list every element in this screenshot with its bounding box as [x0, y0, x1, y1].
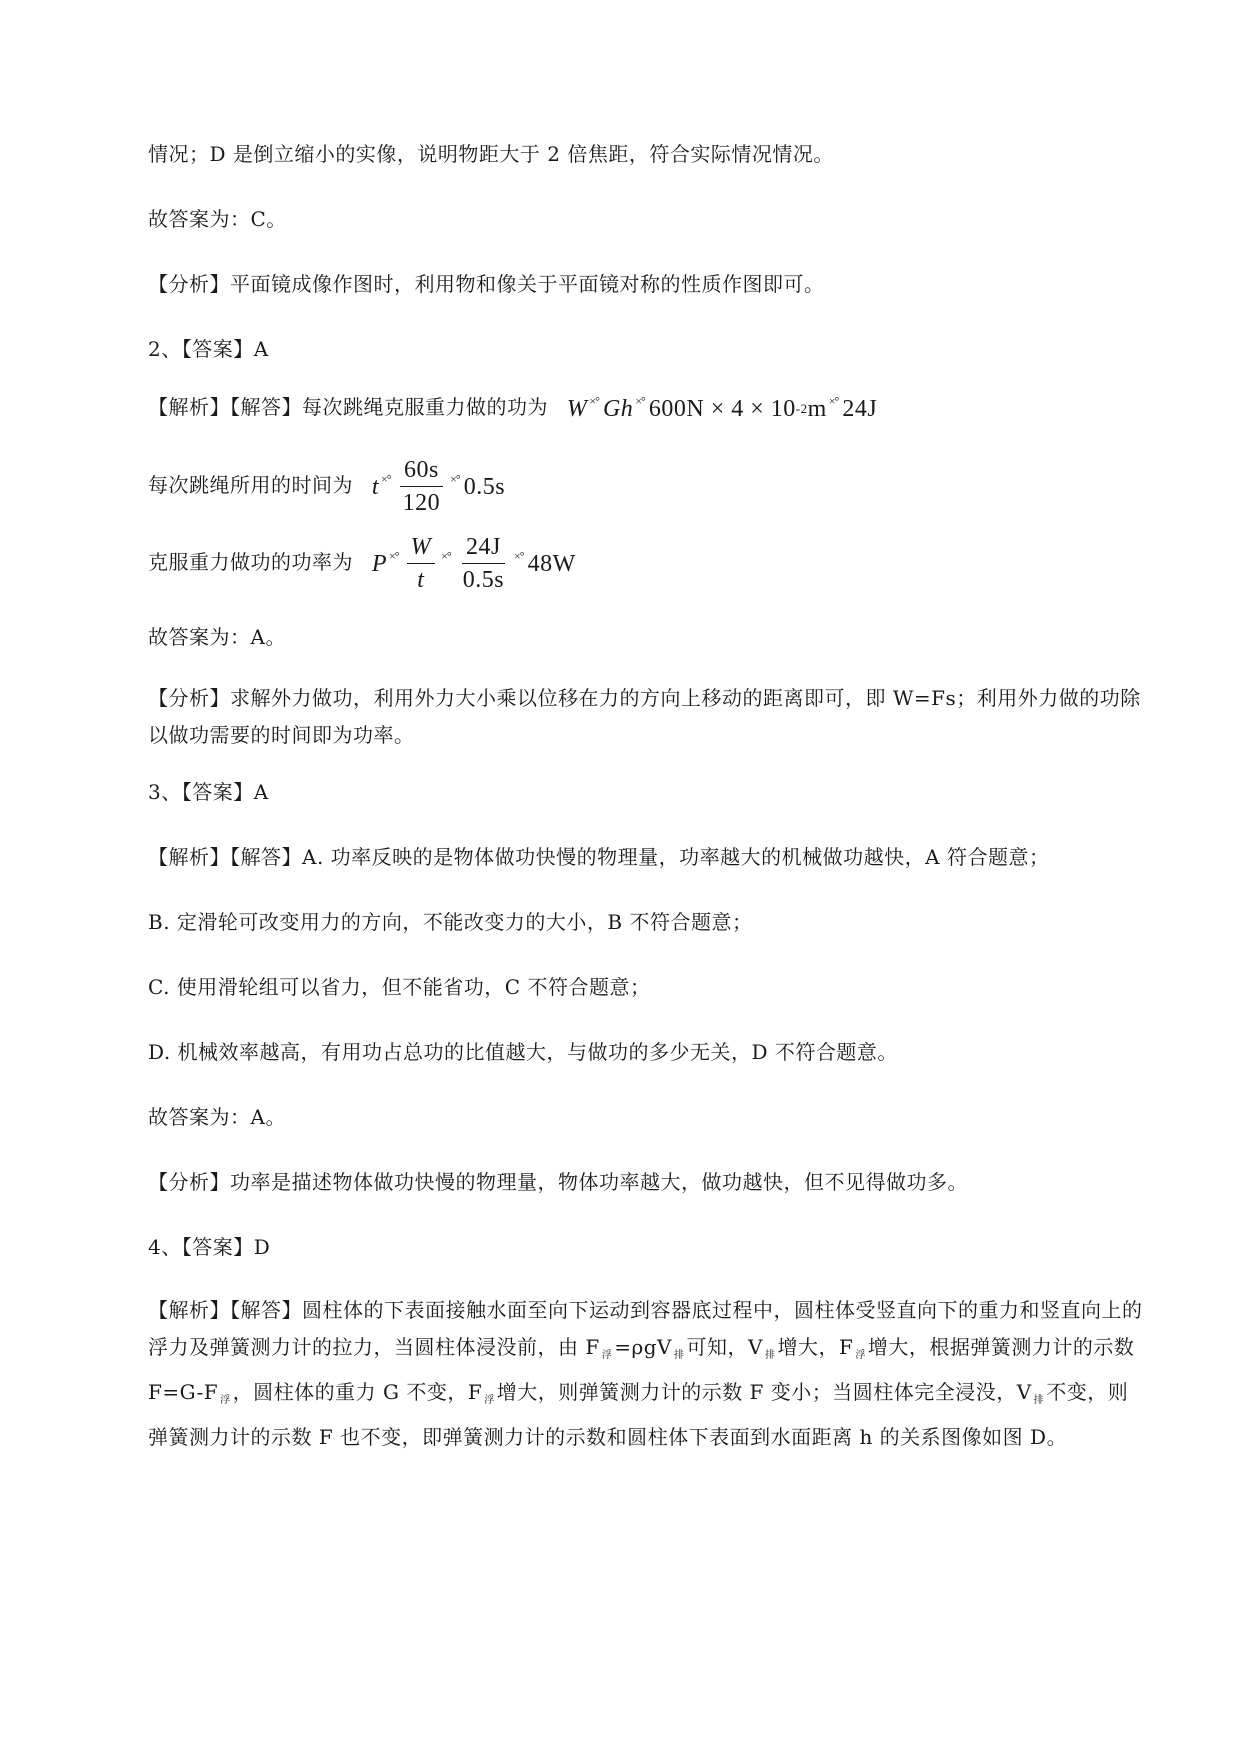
question-answer-heading: 2、【答案】A [148, 337, 269, 361]
fraction [459, 535, 508, 592]
formula-symbol: P [371, 550, 388, 577]
subscript: 浮 [484, 1395, 495, 1406]
paragraph-text: 可知，V [686, 1335, 763, 1359]
fraction-denominator: 0.5s [462, 567, 505, 593]
time-formula [372, 457, 505, 517]
subscript: 排 [1033, 1395, 1045, 1406]
formula-unit: m [807, 395, 827, 422]
work-formula [567, 390, 877, 428]
solution-line: 【解析】【解答】A. 功率反映的是物体做功快慢的物理量，功率越大的机械做功越快，A 符合题意； [148, 845, 1050, 869]
solution-paragraph [148, 1292, 1148, 1456]
answer-line: 故答案为：C。 [148, 207, 287, 231]
formula-operator: ×° [514, 548, 524, 563]
question-answer-heading: 3、【答案】A [148, 780, 269, 804]
answer-line: 故答案为：A。 [148, 1105, 286, 1129]
fraction [407, 535, 436, 592]
subscript: 排 [674, 1350, 685, 1361]
formula-result: 48W [527, 550, 576, 577]
formula-symbol: t [371, 473, 380, 500]
subscript: 排 [764, 1350, 776, 1361]
subscript: 浮 [601, 1350, 613, 1361]
formula-operator: ×° [589, 393, 599, 408]
formula-symbol: Gh [602, 395, 634, 422]
paragraph-text: ，圆柱体的重力 G 不变，F [232, 1380, 483, 1404]
solution-line-power [148, 532, 1148, 594]
paragraph-text: 增大，则弹簧测力计的示数 F 变小；当圆柱体完全浸没，V [496, 1380, 1032, 1404]
question-answer-heading: 4、【答案】D [148, 1235, 271, 1259]
answer-line: 故答案为：A。 [148, 625, 286, 649]
power-formula [372, 534, 576, 594]
fraction-numerator: 24J [462, 535, 505, 564]
formula-result: 0.5s [463, 473, 506, 500]
formula-value: 600N × 4 × 10 [648, 395, 796, 422]
solution-line-time [148, 455, 1148, 517]
fraction [399, 458, 445, 515]
subscript: 浮 [855, 1350, 866, 1361]
fraction-denominator: 120 [402, 490, 441, 516]
analysis-line: 【分析】功率是描述物体做功快慢的物理量，物体功率越大，做功越快，但不见得做功多。 [148, 1170, 968, 1194]
formula-operator: ×° [441, 548, 451, 563]
option-line-d: D. 机械效率越高，有用功占总功的比值越大，与做功的多少无关，D 不符合题意。 [148, 1040, 898, 1064]
analysis-paragraph: 【分析】求解外力做功，利用外力大小乘以位移在力的方向上移动的距离即可，即 W=Fs；利用外力做的功除以做功需要的时间即为功率。 [148, 686, 1141, 747]
formula-operator: ×° [828, 393, 839, 408]
formula-result: 24J [842, 395, 878, 422]
paragraph-text: 不变，则弹簧测力计的示数 F 也不变，即弹簧测力计的示数和圆柱体下表面到水面距离 h 的关系图像如图 D。 [148, 1380, 1129, 1449]
solution-text: 【解析】【解答】每次跳绳克服重力做的功为 [148, 395, 548, 419]
formula-operator: ×° [389, 548, 399, 563]
formula-symbol: W [566, 395, 588, 422]
subscript: 浮 [220, 1395, 231, 1406]
paragraph-text: 增大，F [777, 1335, 854, 1359]
formula-operator: ×° [381, 471, 391, 486]
formula-operator: ×° [635, 393, 645, 408]
text-line: 情况；D 是倒立缩小的实像，说明物距大于 2 倍焦距，符合实际情况情况。 [148, 142, 834, 166]
paragraph-text: =ρgV [614, 1335, 672, 1359]
solution-text: 克服重力做功的功率为 [148, 550, 353, 574]
fraction-denominator: t [417, 567, 425, 593]
option-line-b: B. 定滑轮可改变用力的方向，不能改变力的大小，B 不符合题意； [148, 910, 753, 934]
fraction-numerator: W [407, 535, 436, 564]
formula-operator: ×° [450, 471, 460, 486]
solution-line-work [148, 388, 1148, 428]
option-line-c: C. 使用滑轮组可以省力，但不能省功，C 不符合题意； [148, 975, 651, 999]
paragraph-text: 【解析】【解答】圆柱体的下表面接触水面至向下运动到容器底过程中，圆柱体受竖直向下的重力和竖直向上的浮力及弹簧测力计的拉力，当圆柱体浸没前，由 F [148, 1298, 1143, 1359]
formula-exponent: -2 [795, 400, 808, 416]
fraction-numerator: 60s [400, 458, 443, 487]
analysis-line: 【分析】平面镜成像作图时，利用物和像关于平面镜对称的性质作图即可。 [148, 272, 825, 296]
solution-text: 每次跳绳所用的时间为 [148, 473, 353, 497]
paragraph-text: 增大，根据弹簧测力计的示数 F=G-F [148, 1335, 1135, 1404]
